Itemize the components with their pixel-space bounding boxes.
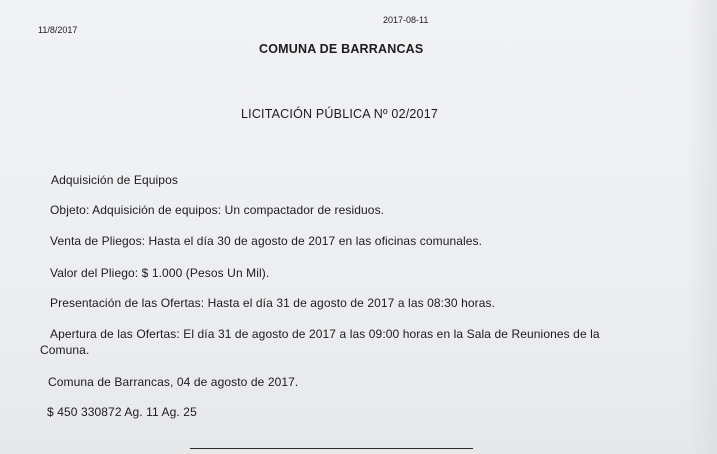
- text-line-object: Objeto: Adquisición de equipos: Un compactador de residuos.: [50, 203, 385, 217]
- text-line-offer-opening-cont: Comuna.: [40, 343, 90, 357]
- signature-line: [190, 448, 473, 449]
- text-line-place-date: Comuna de Barrancas, 04 de agosto de 2017.: [48, 375, 299, 389]
- document-subtitle: LICITACIÓN PÚBLICA Nº 02/2017: [241, 107, 439, 121]
- text-line-acquisition: Adquisición de Equipos: [51, 173, 178, 187]
- text-line-reference: $ 450 330872 Ag. 11 Ag. 25: [47, 405, 197, 419]
- text-line-spec-value: Valor del Pliego: $ 1.000 (Pesos Un Mil).: [50, 266, 270, 280]
- header-date-right: 2017-08-11: [383, 15, 429, 25]
- text-line-offer-opening: Apertura de las Ofertas: El día 31 de agosto de 2017 a las 09:00 horas en la Sala de Reuniones de la: [50, 327, 600, 341]
- header-date-left: 11/8/2017: [38, 25, 78, 35]
- page-edge-shadow: [687, 0, 717, 454]
- text-line-sale-of-specs: Venta de Pliegos: Hasta el día 30 de agosto de 2017 en las oficinas comunales.: [50, 234, 483, 248]
- text-line-offer-presentation: Presentación de las Ofertas: Hasta el día 31 de agosto de 2017 a las 08:30 horas.: [50, 296, 496, 310]
- document-title: COMUNA DE BARRANCAS: [259, 42, 424, 56]
